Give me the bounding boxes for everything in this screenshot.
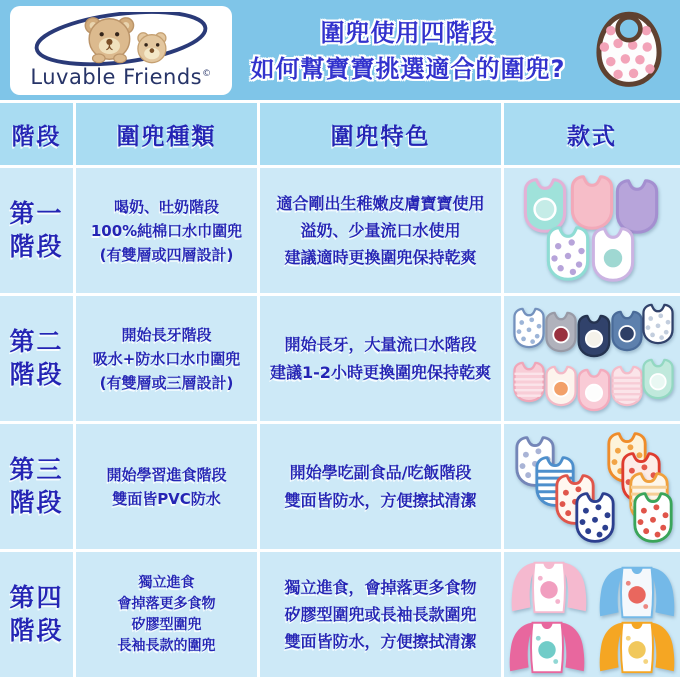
column-header-bib-type: 圍兜種類 (76, 103, 257, 165)
bib-product-illustration (638, 302, 678, 346)
stage-1-features (260, 168, 501, 293)
stage-2-label (0, 296, 73, 421)
page-title (236, 15, 580, 87)
stage-1-style-photos (504, 168, 680, 293)
stages-table (0, 100, 680, 680)
text-line: 開始學習進食階段 (106, 465, 227, 484)
text-line: 開始長牙，大量流口水階段 (284, 335, 477, 355)
stage-3-features (260, 424, 501, 549)
stage-4-style-photos (504, 552, 680, 677)
text-line: 雙面皆防水，方便擦拭清潔 (284, 490, 477, 510)
bib-product-illustration (570, 490, 620, 545)
column-header-bib-features: 圍兜特色 (260, 103, 501, 165)
text-line: 100%純棉口水巾圍兜 (90, 221, 243, 240)
text-line: (有雙層或四層設計) (99, 245, 234, 264)
column-header-stage: 階段 (0, 103, 73, 165)
stage-4-line-2: 階段 (9, 615, 64, 645)
text-line: 獨立進食 (138, 574, 195, 591)
polka-dot-bib-icon (588, 3, 670, 91)
stage-1-line-2: 階段 (9, 231, 64, 261)
title-line-1: 圍兜使用四階段 (320, 19, 496, 47)
banner (0, 0, 680, 100)
text-line: 開始長牙階段 (121, 325, 212, 344)
bib-product-illustration (638, 357, 678, 401)
stage-1-label (0, 168, 73, 293)
stage-3-style-photos (504, 424, 680, 549)
long-sleeve-smock-product-illustration (506, 615, 588, 677)
long-sleeve-smock-product-illustration (508, 555, 590, 617)
brand-logo (10, 6, 232, 95)
stage-2-line-2: 階段 (9, 359, 64, 389)
long-sleeve-smock-product-illustration (596, 560, 678, 622)
text-line: 適合剛出生稚嫩皮膚寶寶使用 (276, 193, 485, 213)
title-line-2: 如何幫寶寶挑選適合的圍兜? (250, 55, 566, 83)
text-line: 喝奶、吐奶階段 (113, 197, 219, 216)
text-line: 建議適時更換圍兜保持乾爽 (284, 248, 477, 268)
text-line: 雙面皆PVC防水 (112, 489, 221, 508)
text-line: 會掉落更多食物 (117, 595, 216, 612)
text-line: 雙面皆防水，方便擦拭清潔 (284, 632, 477, 652)
stage-2-style-photos (504, 296, 680, 421)
text-line: 開始學吃副食品/吃飯階段 (289, 463, 472, 483)
stage-4-line-1: 第四 (9, 583, 64, 612)
brand-name (30, 65, 211, 89)
stage-2-line-1: 第二 (9, 327, 64, 356)
stage-1-line-1: 第一 (9, 199, 64, 228)
stage-4-bib-type (76, 552, 257, 677)
stage-4-features (260, 552, 501, 677)
stage-2-features (260, 296, 501, 421)
brand-name-text: Luvable Friends (30, 65, 203, 89)
text-line: (有雙層或三層設計) (99, 373, 234, 392)
bib-product-illustration (586, 225, 640, 284)
text-line: 建議1-2小時更換圍兜保持乾爽 (270, 362, 491, 382)
stage-3-bib-type (76, 424, 257, 549)
stage-4-label (0, 552, 73, 677)
text-line: 矽膠型圍兜 (131, 616, 202, 633)
text-line: 矽膠型圍兜或長袖長款圍兜 (284, 604, 477, 624)
text-line: 長袖長款的圍兜 (117, 637, 216, 654)
brand-mark: © (202, 69, 212, 79)
teddy-bears-logo-icon (26, 12, 216, 68)
stage-1-bib-type (76, 168, 257, 293)
text-line: 吸水+防水口水巾圍兜 (92, 349, 241, 368)
long-sleeve-smock-product-illustration (596, 615, 678, 677)
text-line: 獨立進食，會掉落更多食物 (284, 577, 477, 597)
text-line: 溢奶、少量流口水使用 (300, 220, 461, 240)
stage-3-line-1: 第三 (9, 455, 64, 484)
column-header-styles: 款式 (504, 103, 680, 165)
stage-2-bib-type (76, 296, 257, 421)
stage-3-line-2: 階段 (9, 487, 64, 517)
stage-3-label (0, 424, 73, 549)
bib-product-illustration (628, 490, 678, 545)
